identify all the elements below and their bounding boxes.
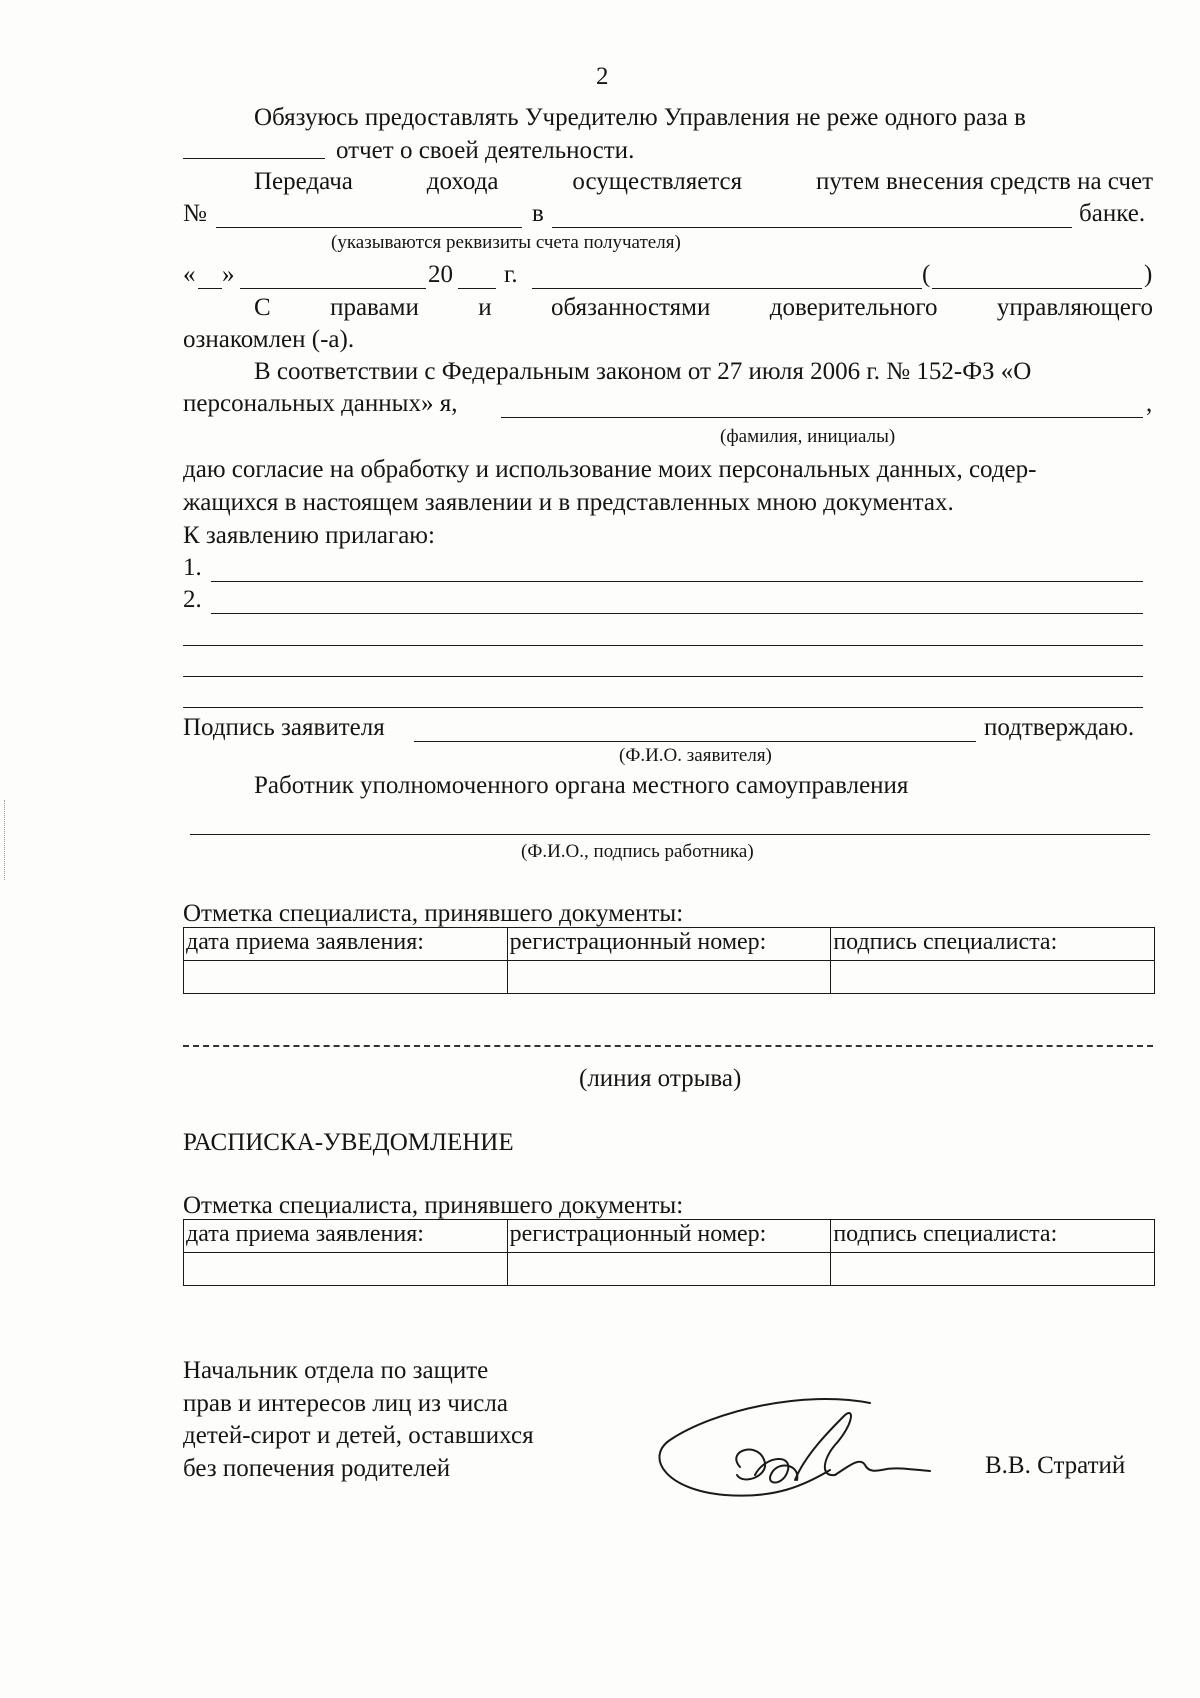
tear-line-label: (линия отрыва): [579, 1065, 742, 1092]
attachment-blank-3[interactable]: [183, 645, 1143, 646]
table-header-signature: подпись специалиста:: [831, 1220, 1155, 1253]
specialist-mark-title: Отметка специалиста, принявшего документы:: [183, 900, 684, 927]
position-line-2: прав и интересов лиц из числа: [183, 1390, 508, 1417]
report-obligation-line: Обязуюсь предоставлять Учредителю Управления не реже одного раза в: [254, 104, 1026, 131]
word-duties: обязанностями: [551, 294, 711, 321]
table-header-date: дата приема заявления:: [184, 928, 508, 961]
worker-label: Работник уполномоченного органа местного самоуправления: [254, 772, 909, 799]
month-blank[interactable]: [240, 288, 426, 289]
applicant-fullname-blank[interactable]: [501, 417, 1143, 418]
specialist-mark-table: [183, 927, 1155, 994]
receipt-mark-title: Отметка специалиста, принявшего документы:: [183, 1192, 684, 1219]
year-suffix: г.: [504, 261, 518, 288]
account-number-sign: №: [183, 200, 207, 227]
word-trust: доверительного: [769, 294, 938, 321]
report-obligation-line-2: отчет о своей деятельности.: [336, 137, 635, 164]
receipt-title: РАСПИСКА-УВЕДОМЛЕНИЕ: [183, 1129, 514, 1156]
day-blank[interactable]: [198, 288, 222, 289]
table-header-row: [184, 1220, 1155, 1253]
table-row: [184, 961, 1155, 994]
word-manager: управляющего: [996, 294, 1153, 321]
report-period-blank[interactable]: [183, 158, 325, 159]
personal-data-line-2: персональных данных» я,: [183, 390, 458, 417]
signer-name: В.В. Стратий: [985, 1452, 1126, 1479]
consent-line: даю согласие на обработку и использование моих персональных данных, содер-: [183, 456, 1037, 483]
position-line-1: Начальник отдела по защите: [183, 1357, 489, 1384]
signature-cell[interactable]: [831, 961, 1155, 994]
worker-signature-line[interactable]: [190, 834, 1150, 835]
position-line-3: детей-сирот и детей, оставшихся: [183, 1422, 534, 1449]
attachment-blank-4[interactable]: [183, 676, 1143, 677]
rights-acknowledgement-line: [254, 293, 1153, 323]
table-header-date: дата приема заявления:: [184, 1220, 508, 1253]
account-number-blank[interactable]: [216, 227, 522, 228]
date-cell[interactable]: [184, 1253, 508, 1286]
name-open-paren: (: [922, 261, 931, 288]
word-rights: правами: [330, 294, 419, 321]
date-cell[interactable]: [184, 961, 508, 994]
year-prefix: 20: [428, 261, 453, 288]
personal-data-law-line: В соответствии с Федеральным законом от 27 июля 2006 г. № 152-ФЗ «О: [254, 358, 1032, 385]
year-blank[interactable]: [458, 288, 496, 289]
bank-word: банке.: [1079, 200, 1146, 227]
signature-cell[interactable]: [831, 1253, 1155, 1286]
income-transfer-line: [254, 167, 1153, 197]
word-transfer: Передача: [254, 168, 353, 195]
position-line-4: без попечения родителей: [183, 1455, 451, 1482]
tear-line: [183, 1045, 1153, 1047]
table-row: [184, 1253, 1155, 1286]
attachment-number-1: 1.: [183, 554, 202, 581]
receipt-mark-table: [183, 1219, 1155, 1286]
confirm-text: подтверждаю.: [984, 714, 1135, 741]
word-and: и: [478, 294, 492, 321]
applicant-signature-line[interactable]: [414, 741, 976, 742]
fullname-hint: (фамилия, инициалы): [720, 426, 896, 447]
consent-line-2: жащихся в настоящем заявлении и в представленных мною документах.: [183, 489, 954, 516]
handwritten-signature: [655, 1385, 955, 1510]
applicant-signature-blank[interactable]: [532, 288, 922, 289]
bank-name-blank[interactable]: [552, 227, 1072, 228]
worker-hint: (Ф.И.О., подпись работника): [521, 841, 754, 862]
applicant-name-hint: (Ф.И.О. заявителя): [619, 745, 772, 766]
attachment-number-2: 2.: [183, 586, 202, 613]
table-header-row: [184, 928, 1155, 961]
attachment-blank-5[interactable]: [183, 707, 1143, 708]
attachment-blank-1[interactable]: [211, 581, 1143, 582]
reg-number-cell[interactable]: [507, 961, 831, 994]
table-header-reg-number: регистрационный номер:: [507, 928, 831, 961]
applicant-name-blank[interactable]: [932, 288, 1142, 289]
trailing-comma: ,: [1146, 390, 1153, 417]
acknowledged-text: ознакомлен (-а).: [183, 326, 355, 353]
word-income: дохода: [426, 168, 499, 195]
reg-number-cell[interactable]: [507, 1253, 831, 1286]
scan-artifact: [4, 800, 6, 880]
page-number: 2: [596, 63, 609, 90]
applicant-signature-label: Подпись заявителя: [183, 714, 385, 741]
word-by-deposit: путем внесения средств на счет: [816, 168, 1153, 195]
attachment-blank-2[interactable]: [211, 613, 1143, 614]
word-performed: осуществляется: [572, 168, 743, 195]
attachments-title: К заявлению прилагаю:: [183, 522, 435, 549]
table-header-signature: подпись специалиста:: [831, 928, 1155, 961]
in-word: в: [532, 200, 544, 227]
date-close-quote: »: [222, 261, 235, 288]
account-details-hint: (указываются реквизиты счета получателя): [331, 232, 681, 253]
word-with: С: [254, 294, 271, 321]
table-header-reg-number: регистрационный номер:: [507, 1220, 831, 1253]
name-close-paren: ): [1144, 261, 1153, 288]
date-open-quote: «: [183, 261, 196, 288]
